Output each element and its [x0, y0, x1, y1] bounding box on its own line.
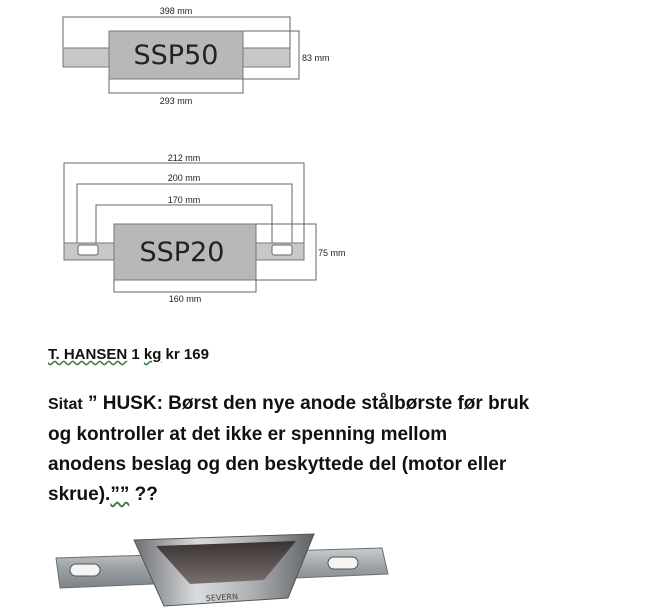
ssp50-right-tab — [243, 48, 290, 67]
quote-line-4-word: skrue). — [48, 484, 111, 505]
quote-line-1-text: HUSK: Børst den nye anode stålbørste før bruk — [102, 393, 530, 414]
price-text: kr 169 — [161, 346, 209, 363]
anode-left-hole — [70, 564, 100, 576]
ssp20-body-length-label: 160 mm — [168, 294, 202, 304]
ssp50-height-label: 83 mm — [302, 53, 330, 63]
weight-prefix: 1 — [127, 346, 144, 363]
ssp20-middle-label: 200 mm — [167, 173, 201, 183]
ssp20-left-slot — [78, 245, 98, 255]
ssp20-outer-label: 212 mm — [167, 153, 201, 163]
ssp20-body-bracket — [114, 280, 256, 292]
anode-right-hole — [328, 557, 358, 569]
quote-line-4 — [48, 480, 628, 510]
price-line — [48, 346, 209, 363]
anode-stamp: SEVERN — [205, 592, 239, 603]
quote-block — [48, 389, 628, 510]
quote-line-1 — [48, 389, 628, 420]
quote-line-2: og kontroller at det ikke er spenning mellom — [48, 424, 448, 445]
quote-line-4-marks: ”” — [110, 484, 130, 505]
ssp50-diagram — [63, 6, 330, 106]
ssp20-diagram — [64, 153, 346, 304]
ssp50-left-tab — [63, 48, 109, 67]
ssp50-name-label: SSP50 — [133, 40, 219, 71]
quote-line-4-tail: ?? — [129, 484, 158, 505]
anode-photo — [52, 528, 392, 612]
ssp50-body-length-label: 293 mm — [159, 96, 193, 106]
quote-line-3: anodens beslag og den beskyttede del (motor eller — [48, 454, 507, 475]
ssp50-overall-length-label: 398 mm — [159, 6, 193, 16]
ssp20-name-label: SSP20 — [139, 237, 225, 268]
ssp50-body-bracket — [109, 79, 243, 93]
ssp20-height-label: 75 mm — [318, 248, 346, 258]
brand-name: T. HANSEN — [48, 346, 128, 363]
ssp20-right-slot — [272, 245, 292, 255]
quote-lead: Sitat — [48, 396, 83, 413]
ssp20-inner-label: 170 mm — [167, 195, 201, 205]
quote-open-mark: ” — [82, 393, 103, 414]
weight-unit: kg — [143, 346, 162, 363]
